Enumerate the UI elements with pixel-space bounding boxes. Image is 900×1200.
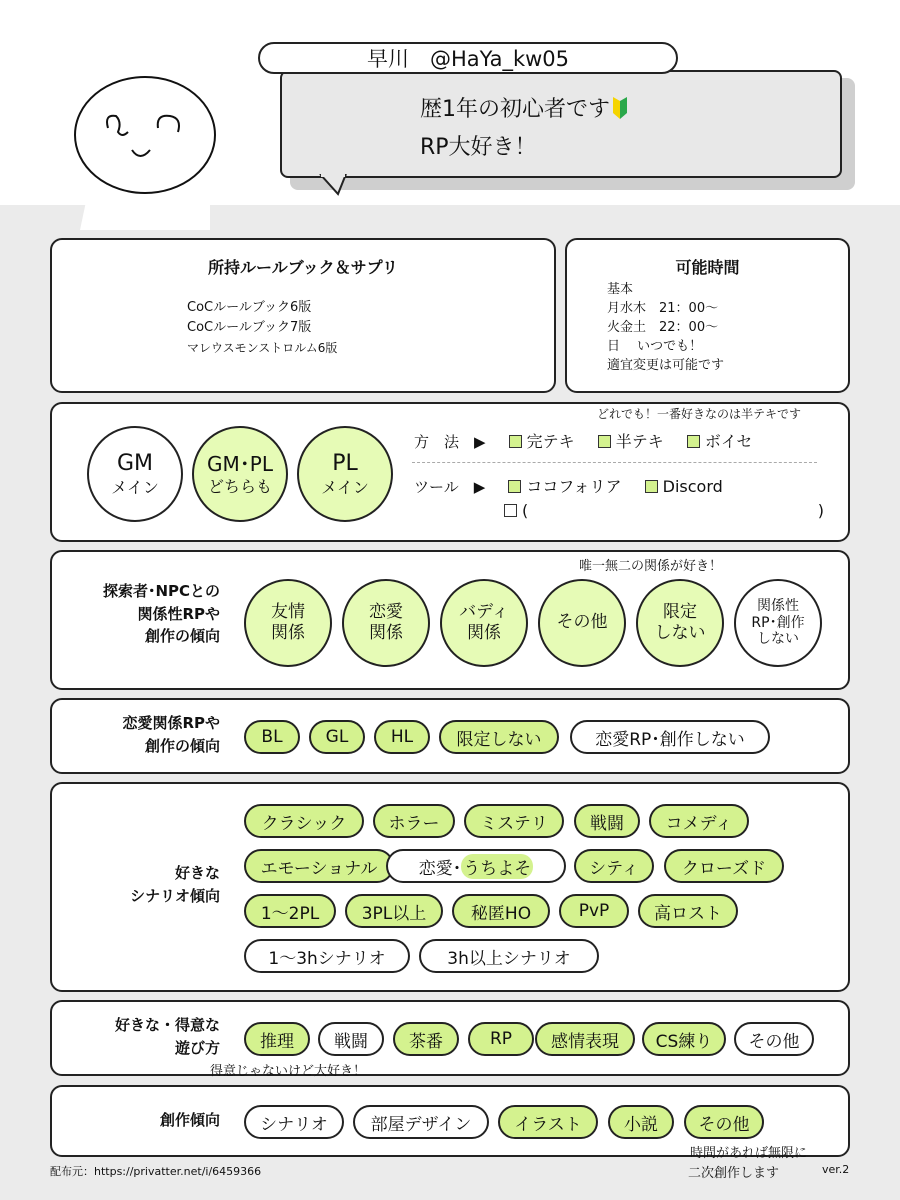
avatar bbox=[60, 70, 230, 230]
speech-line-1: 歴1年の初心者です bbox=[420, 92, 628, 123]
pill-hl: HL bbox=[374, 720, 430, 754]
relation-friendship: 友情 関係 bbox=[244, 579, 332, 667]
name-handle: 早川 @HaYa_kw05 bbox=[366, 47, 570, 71]
relation-buddy: バディ 関係 bbox=[440, 579, 528, 667]
relation-panel bbox=[50, 550, 850, 690]
speech-bubble bbox=[280, 70, 842, 178]
pill-room-design: 部屋デザイン bbox=[353, 1105, 489, 1139]
pill-bl: BL bbox=[244, 720, 300, 754]
speech-bubble-tail bbox=[318, 174, 358, 196]
rulebook-panel bbox=[50, 238, 556, 393]
method-option[interactable]: ボイセ bbox=[687, 432, 753, 451]
pill-1-2pl: 1〜2PL bbox=[244, 894, 336, 928]
pill-scenario: シナリオ bbox=[244, 1105, 344, 1139]
checkbox-icon bbox=[687, 435, 700, 448]
rulebook-item: CoCルールブック7版 bbox=[187, 320, 312, 335]
tool-row: ツール ▶ ココフォリア Discord bbox=[414, 477, 723, 496]
role-note: どれでも！一番好きなのは半テキです bbox=[597, 407, 802, 421]
footer-version: ver.2 bbox=[822, 1163, 850, 1176]
tool-option[interactable]: Discord bbox=[645, 477, 723, 496]
tool-other-row: ( ) bbox=[504, 501, 824, 520]
relation-other: その他 bbox=[538, 579, 626, 667]
pill-classic: クラシック bbox=[244, 804, 364, 838]
scenario-label: 好きな シナリオ傾向 bbox=[130, 864, 220, 905]
relation-unrestricted: 限定 しない bbox=[636, 579, 724, 667]
rulebook-item: CoCルールブック6版 bbox=[187, 300, 312, 315]
availability-list bbox=[607, 280, 724, 375]
pill-3pl-plus: 3PL以上 bbox=[345, 894, 443, 928]
pill-comedy: コメディ bbox=[649, 804, 749, 838]
pill-horror: ホラー bbox=[373, 804, 455, 838]
pill-other-play: その他 bbox=[734, 1022, 814, 1056]
checkbox-icon bbox=[645, 480, 658, 493]
romance-label: 恋愛関係RPや 創作の傾向 bbox=[122, 714, 220, 755]
checkbox-icon bbox=[598, 435, 611, 448]
creation-label: 創作傾向 bbox=[159, 1111, 220, 1129]
checkbox-icon bbox=[508, 480, 521, 493]
rulebook-title: 所持ルールブック＆サプリ bbox=[208, 258, 398, 277]
rulebook-item: マレウスモンストロルム6版 bbox=[187, 341, 338, 355]
playstyle-label: 好きな・得意な 遊び方 bbox=[114, 1016, 220, 1057]
method-row: 方 法 ▶ 完テキ 半テキ ボイセ bbox=[414, 432, 753, 451]
availability-line: 火金土 22：00〜 bbox=[607, 320, 719, 335]
pill-rp: RP bbox=[468, 1022, 534, 1056]
pill-unrestricted: 限定しない bbox=[439, 720, 559, 754]
creation-note-1: 時間があれば無限に bbox=[690, 1146, 808, 1161]
footer-credit: 配布元：https://privatter.net/i/6459366 bbox=[50, 1165, 262, 1178]
scenario-panel bbox=[50, 782, 850, 992]
method-option[interactable]: 半テキ bbox=[598, 432, 664, 451]
playstyle-note: 得意じゃないけど大好き！ bbox=[210, 1064, 367, 1079]
romance-panel bbox=[50, 698, 850, 774]
pill-high-lost: 高ロスト bbox=[638, 894, 738, 928]
pill-no-romance: 恋愛RP･創作しない bbox=[570, 720, 770, 754]
availability-title: 可能時間 bbox=[675, 258, 740, 277]
availability-line: 月水木 21：00〜 bbox=[607, 301, 719, 316]
role-divider bbox=[412, 462, 817, 463]
method-option[interactable]: 完テキ bbox=[509, 432, 575, 451]
speech-line-2: RP大好き！ bbox=[420, 135, 537, 160]
pill-illust: イラスト bbox=[498, 1105, 598, 1139]
tool-other-option[interactable]: ( bbox=[504, 501, 528, 520]
pill-emotional: エモーショナル bbox=[244, 849, 394, 883]
tool-option[interactable]: ココフォリア bbox=[508, 477, 621, 496]
role-pl: PL メイン bbox=[297, 426, 393, 522]
pill-gl: GL bbox=[309, 720, 365, 754]
rulebook-list bbox=[187, 298, 337, 358]
playstyle-panel bbox=[50, 1000, 850, 1079]
pill-combat-play: 戦闘 bbox=[318, 1022, 384, 1056]
pill-cs: CS練り bbox=[642, 1022, 726, 1056]
role-panel bbox=[50, 402, 850, 542]
relation-note: 唯一無二の関係が好き！ bbox=[579, 559, 723, 574]
pill-novel: 小説 bbox=[608, 1105, 674, 1139]
availability-line: 適宜変更は可能です bbox=[607, 358, 725, 373]
pill-deduction: 推理 bbox=[244, 1022, 310, 1056]
pill-city: シティ bbox=[574, 849, 654, 883]
relation-none: 関係性 RP･創作 しない bbox=[734, 579, 822, 667]
pill-closed: クローズド bbox=[664, 849, 784, 883]
availability-panel bbox=[565, 238, 850, 393]
pill-combat: 戦闘 bbox=[574, 804, 640, 838]
availability-line: 日 いつでも！ bbox=[607, 339, 703, 354]
availability-line: 基本 bbox=[607, 282, 634, 297]
pill-3h-plus: 3h以上シナリオ bbox=[419, 939, 599, 973]
name-bar bbox=[258, 42, 678, 74]
relation-label: 探索者･NPCとの 関係性RPや 創作の傾向 bbox=[102, 582, 220, 645]
pill-other-creation: その他 bbox=[684, 1105, 764, 1139]
pill-secret-ho: 秘匿HO bbox=[452, 894, 550, 928]
creation-note-2: 二次創作します bbox=[688, 1166, 780, 1181]
role-both: GM･PL どちらも bbox=[192, 426, 288, 522]
pill-chaban: 茶番 bbox=[393, 1022, 459, 1056]
role-gm: GM メイン bbox=[87, 426, 183, 522]
beginner-mark-icon bbox=[612, 97, 628, 119]
creation-panel bbox=[50, 1085, 850, 1161]
pill-emotion: 感情表現 bbox=[535, 1022, 635, 1056]
pill-1-3h: 1〜3hシナリオ bbox=[244, 939, 410, 973]
checkbox-icon bbox=[504, 504, 517, 517]
pill-pvp: PvP bbox=[559, 894, 629, 928]
checkbox-icon bbox=[509, 435, 522, 448]
smiling-face-icon bbox=[60, 70, 230, 230]
pill-romance-ours: 恋愛･ うちよそ bbox=[386, 849, 566, 883]
relation-romance: 恋愛 関係 bbox=[342, 579, 430, 667]
pill-mystery: ミステリ bbox=[464, 804, 564, 838]
